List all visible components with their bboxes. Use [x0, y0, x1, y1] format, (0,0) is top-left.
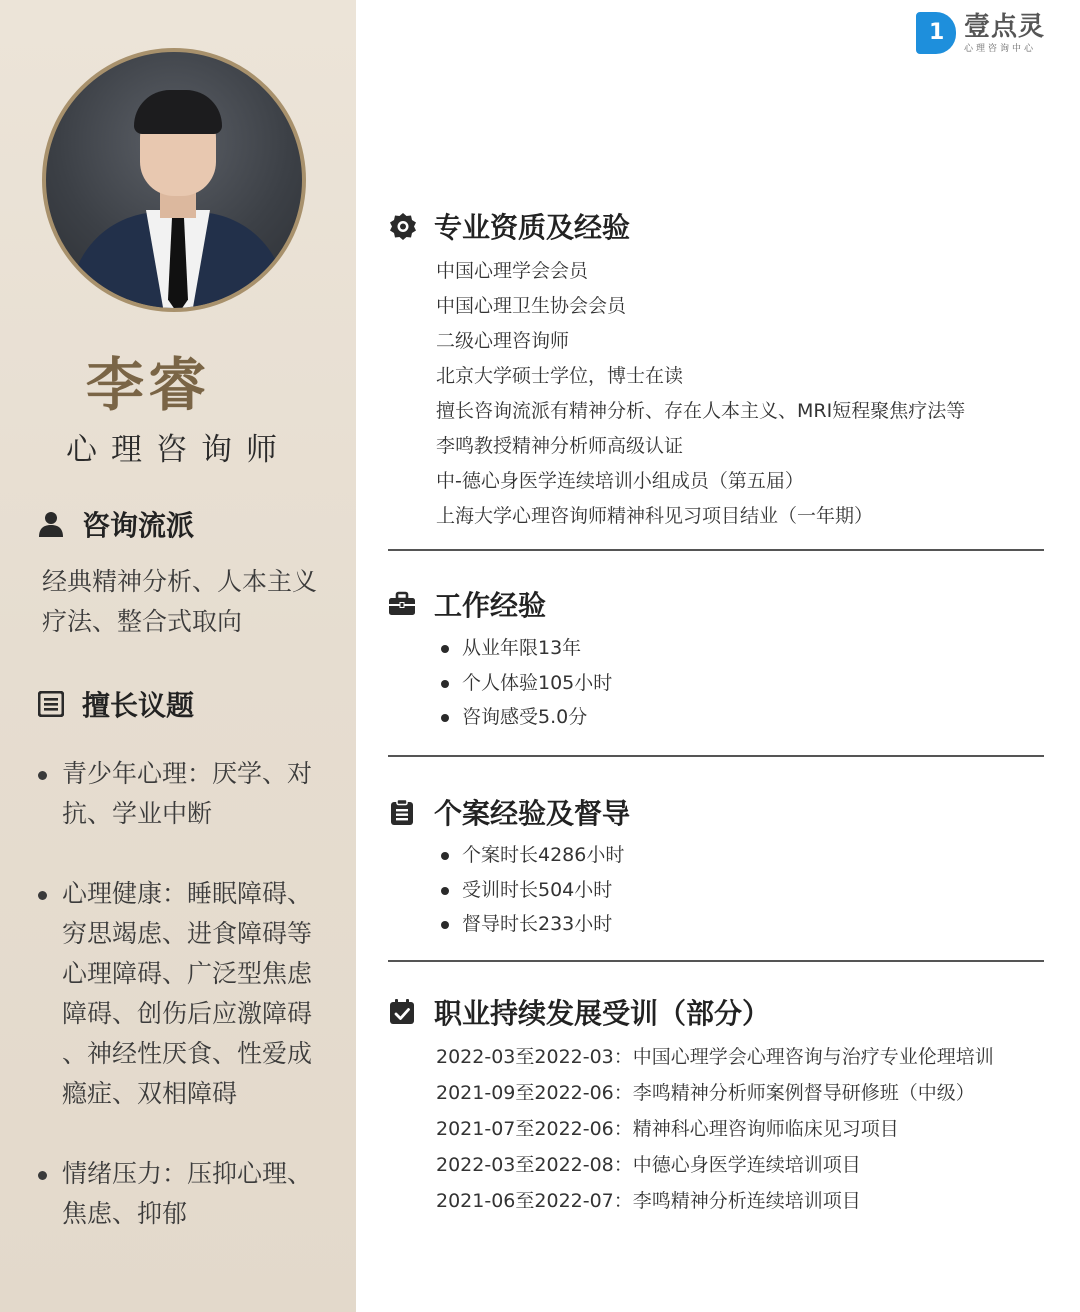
list-item: 2021-06至2022-07：李鸣精神分析连续培训项目: [436, 1190, 861, 1212]
cases-heading-label: 个案经验及督导: [434, 797, 631, 830]
topics-heading: [38, 684, 194, 724]
topics-list: [36, 874, 332, 1114]
cases-heading: [388, 792, 630, 832]
list-item: 从业年限13年: [440, 631, 612, 666]
divider: [388, 755, 1044, 757]
topics-list: [36, 754, 332, 834]
avatar: [42, 48, 306, 312]
logo-icon: 1: [916, 12, 956, 54]
training-list: [436, 1039, 994, 1219]
logo-subtitle: 心理咨询中心: [964, 43, 1037, 54]
person-icon: [38, 511, 64, 537]
list-item: 2021-09至2022-06：李鸣精神分析师案例督导研修班（中级）: [436, 1082, 975, 1104]
list-item: 2022-03至2022-03：中国心理学会心理咨询与治疗专业伦理培训: [436, 1046, 994, 1068]
list-item: 北京大学硕士学位，博士在读: [436, 365, 684, 387]
list-item: 中-德心身医学连续培训小组成员（第五届）: [436, 470, 804, 492]
school-heading-label: 咨询流派: [82, 509, 195, 542]
list-item: 情绪压力：压抑心理、 焦虑、抑郁: [36, 1154, 332, 1234]
work-heading: [388, 584, 546, 624]
profile-title: 心理咨询师: [66, 432, 291, 468]
training-heading: [388, 992, 770, 1032]
list-item: 二级心理咨询师: [436, 330, 570, 352]
list-item: 心理健康：睡眠障碍、 穷思竭虑、进食障碍等 心理障碍、广泛型焦虑 障碍、创伤后应激障碍 、神经性厌食、性爱成 瘾症、双相障碍: [36, 874, 332, 1114]
school-text: [42, 562, 317, 642]
list-item: 青少年心理：厌学、对 抗、学业中断: [36, 754, 332, 834]
cases-list: [440, 838, 624, 942]
topics-heading-label: 擅长议题: [82, 689, 195, 722]
list-item: 督导时长233小时: [440, 907, 624, 942]
list-item: 咨询感受5.0分: [440, 700, 612, 735]
qualifications-heading-label: 专业资质及经验: [434, 211, 631, 244]
list-item: 个人体验105小时: [440, 666, 612, 701]
work-list: [440, 631, 612, 735]
topics-list: [36, 1154, 332, 1234]
logo-name: 壹点灵: [964, 11, 1046, 42]
school-line: 经典精神分析、人本主义: [42, 567, 318, 596]
briefcase-icon: [388, 590, 416, 618]
profile-name: 李睿: [86, 351, 211, 419]
list-item: 上海大学心理咨询师精神科见习项目结业（一年期）: [436, 505, 874, 527]
left-panel: [0, 0, 356, 1312]
divider: [388, 549, 1044, 551]
list-item: 2022-03至2022-08：中德心身医学连续培训项目: [436, 1154, 861, 1176]
qualifications-heading: [388, 206, 630, 246]
training-heading-label: 职业持续发展受训（部分）: [434, 997, 771, 1030]
brand-logo: [916, 12, 1045, 54]
list-icon: [38, 691, 64, 717]
school-line: 疗法、整合式取向: [42, 607, 243, 636]
clipboard-icon: [388, 798, 416, 826]
list-item: 受训时长504小时: [440, 873, 624, 908]
list-item: 中国心理学会会员: [436, 260, 589, 282]
award-icon: [388, 212, 416, 240]
calendar-check-icon: [388, 998, 416, 1026]
work-heading-label: 工作经验: [434, 589, 547, 622]
list-item: 中国心理卫生协会会员: [436, 295, 627, 317]
list-item: 2021-07至2022-06：精神科心理咨询师临床见习项目: [436, 1118, 899, 1140]
list-item: 李鸣教授精神分析师高级认证: [436, 435, 684, 457]
qualifications-list: [436, 254, 965, 534]
school-heading: [38, 504, 194, 544]
divider: [388, 960, 1044, 962]
list-item: 擅长咨询流派有精神分析、存在人本主义、MRI短程聚焦疗法等: [436, 400, 966, 422]
list-item: 个案时长4286小时: [440, 838, 624, 873]
